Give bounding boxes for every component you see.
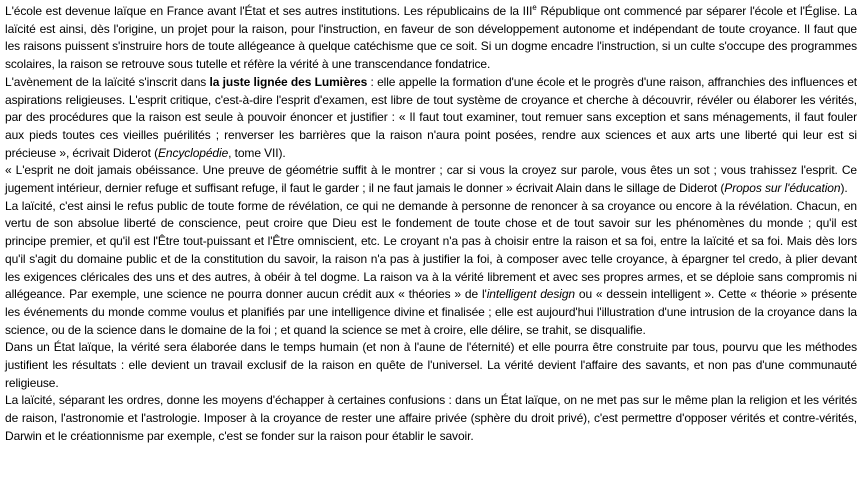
paragraph [5, 392, 857, 445]
paragraph [5, 3, 857, 74]
text-segment: « L'esprit ne doit jamais obéissance. Une preuve de géométrie suffit à le montrer ; car si vous la croyez sur parole, vous êtes un sot ; vous trahissez l'esprit. Ce jugement intérieur, dernier refuge et suffisant refuge, il faut le garder ; il ne faut jamais le donner » écrivait Alain dans le sillage de Diderot ( [5, 163, 857, 196]
text-segment: ou « dessein intelligent ». Cette « théorie » présente les événements du monde comme voulus et planifiés par une intelligence divine et finalisée ; elle est aujourd'hui l'illustration d'une intrusion de la croyance dans la science, ou de la science dans le domaine de la foi ; et quand la science se met à croire, elle délire, se trahit, se disqualifie. [5, 287, 857, 337]
text-segment: Propos sur l'éducation [724, 181, 841, 196]
paragraph [5, 198, 857, 340]
text-segment: la juste lignée des Lumières [209, 74, 368, 89]
text-segment: intelligent design [486, 287, 575, 302]
text-segment: ). [840, 181, 848, 196]
paragraph [5, 74, 857, 163]
paragraph [5, 339, 857, 392]
paragraph [5, 162, 857, 197]
text-segment: L'avènement de la laïcité s'inscrit dans [5, 74, 210, 89]
text-segment: La laïcité, séparant les ordres, donne les moyens d'échapper à certaines confusions : dans un État laïque, on ne met pas sur le même plan la religion et les vérités de raison, l'astronomie et l'astrologie. Imposer à la croyance de rester une affaire privée (sphère du droit privé), c'est permettre d'opposer vérités et contre-vérités, Darwin et le créationnisme par exemple, c'est se fonder sur la raison pour établir le savoir. [5, 393, 857, 443]
text-segment: La laïcité, c'est ainsi le refus public de toute forme de révélation, ce qui ne demande à personne de renoncer à sa croyance ou encore à la révélation. Chacun, en vertu de son absolue liberté de conscience, peut croire que Dieu est le fondement de toute chose et de tout savoir sur les phénomènes du monde ; qu'il est principe premier, et qu'il est l'Être tout-puissant et l'Être omniscient, etc. Le croyant n'a pas à choisir entre la raison et sa foi, entre la laïcité et sa foi. Mais dès lors qu'il s'agit du domaine public et de la constitution du savoir, la raison n'a pas à justifier la foi, à composer avec telle croyance, à épargner tel credo, à plier devant les exigences cléricales des uns et des autres, à obéir à tel dogme. La raison va à la vérité librement et avec ses propres armes, et se déploie sans compromis ni allégeance. Par exemple, une science ne pourra donner aucun crédit aux « théories » de l' [5, 198, 857, 302]
text-segment: L'école est devenue laïque en France avant l'État et ses autres institutions. Les républicains de la III [5, 4, 533, 18]
text-segment: Dans un État laïque, la vérité sera élaborée dans le temps humain (et non à l'aune de l'éternité) et elle pourra être construite par tous, pourvu que les méthodes justifient les résultats : elle devient un travail exclusif de la raison en quête de l'universel. La vérité devient l'affaire des savants, et non pas d'une communauté religieuse. [5, 340, 857, 390]
text-segment: Encyclopédie [157, 145, 229, 160]
text-segment: République ont commencé par séparer l'école et l'Église. La laïcité est ainsi, dès l'origine, un projet pour la raison, pour l'instruction, en faveur de son développement autonome et indépendant de toute croyance. Il faut que les raisons puissent s'instruire hors de toute allégeance à quelque catéchisme que ce soit. Si un dogme encadre l'instruction, si un culte s'occupe des programmes scolaires, la raison se retrouve sous tutelle et réfère la vérité à une transcendance fondatrice. [5, 4, 857, 72]
text-segment: , tome VII). [228, 145, 286, 160]
text-segment: : elle appelle la formation d'une école et le progrès d'une raison, affranchies des influences et aspirations religieuses. L'esprit critique, c'est-à-dire l'esprit d'examen, est libre de tout système de croyance et cherche à découvrir, révéler ou élaborer les vérités, par des procédures que la raison est seule à pouvoir énoncer et justifier : « Il faut tout examiner, tout remuer sans exception et sans ménagements, il faut fouler aux pieds toutes ces vieilles puérilités ; renverser les barrières que la raison n'aura point posées, rendre aux sciences et aux arts une liberté qui leur est si précieuse », écrivait Diderot ( [5, 74, 857, 160]
text-segment: e [532, 3, 537, 12]
document-body [5, 3, 857, 446]
